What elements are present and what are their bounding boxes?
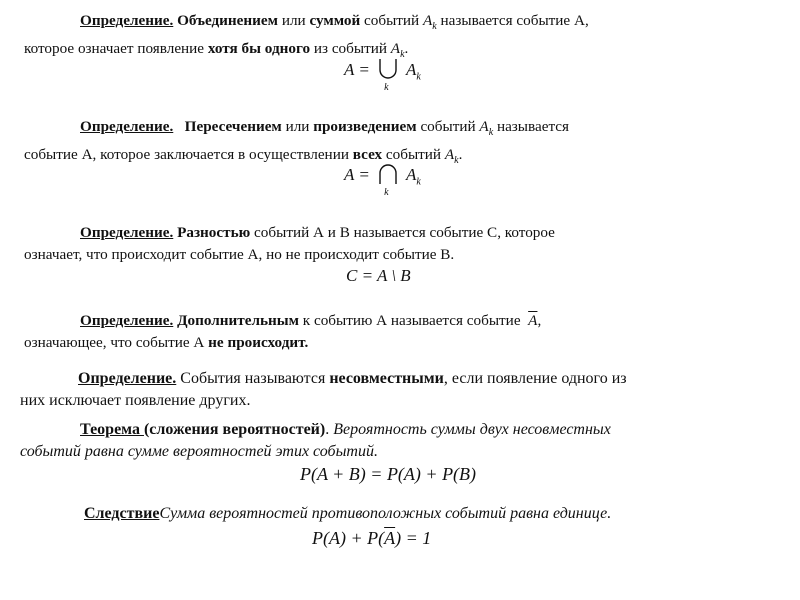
definition-difference: Определение. Разностью событий А и В называется событие С, которое означает, что происходит событие А, но не происходит событие В. xyxy=(24,224,555,263)
theorem-addition: Теорема (сложения вероятностей). Вероятность суммы двух несовместных событий равна сумме вероятностей этих событий. xyxy=(20,421,611,460)
definition-label: Определение. xyxy=(80,118,174,135)
corollary-label: Следствие xyxy=(84,505,160,522)
term-union: Объединением xyxy=(177,12,279,29)
intersection-operator-icon: k xyxy=(377,163,399,185)
definition-label: Определение. xyxy=(80,224,174,241)
definition-label: Определение. xyxy=(78,370,177,387)
term-does-not-occur: не происходит. xyxy=(208,334,309,351)
term-intersection: Пересечением xyxy=(184,118,282,135)
formula-addition: P(A + B) = P(A) + P(B) xyxy=(300,464,477,484)
term-at-least-one: хотя бы одного xyxy=(207,40,311,58)
complement-event: $\overline{A}$ xyxy=(384,528,396,548)
formula-corollary: $P(A) + P(\overline{A}) = 1$ xyxy=(312,528,432,548)
complement-event: $\overline{A}$ xyxy=(528,312,538,329)
formula-difference: C = A \ B xyxy=(346,266,411,285)
term-incompatible: несовместными xyxy=(329,370,444,387)
definition-union: Определение. Объединением или суммой событий $A_k$ называется событие А, которое означает появление хотя бы одного из событий $A_k$. xyxy=(24,12,589,61)
definition-label: Определение. xyxy=(80,312,174,329)
union-operator-icon: k xyxy=(377,58,399,80)
term-sum: суммой xyxy=(309,12,361,29)
term-product: произведением xyxy=(313,118,417,135)
definition-complement: Определение. Дополнительным к событию А называется событие $\overline{A}$, означающее, что событие А не происходит. xyxy=(24,312,542,351)
term-all: всех xyxy=(352,146,383,164)
term-complement: Дополнительным xyxy=(177,312,299,329)
formula-union: A = k $A_k$ xyxy=(344,60,421,93)
definition-label: Определение. xyxy=(80,12,174,29)
definition-incompatible: Определение. События называются несовместными, если появление одного из них исключает появление других. xyxy=(20,370,627,409)
theorem-label: Теорема xyxy=(80,421,144,438)
corollary: СледствиеСумма вероятностей противоположных событий равна единице. xyxy=(84,505,612,522)
definition-intersection: Определение. Пересечением или произведением событий $A_k$ называется событие А, которое заключается в осуществлении всех событий $A_k$. xyxy=(24,118,570,167)
formula-intersection: A = k $A_k$ xyxy=(344,165,421,198)
theorem-title: (сложения вероятностей) xyxy=(143,421,326,438)
term-difference: Разностью xyxy=(177,224,251,241)
